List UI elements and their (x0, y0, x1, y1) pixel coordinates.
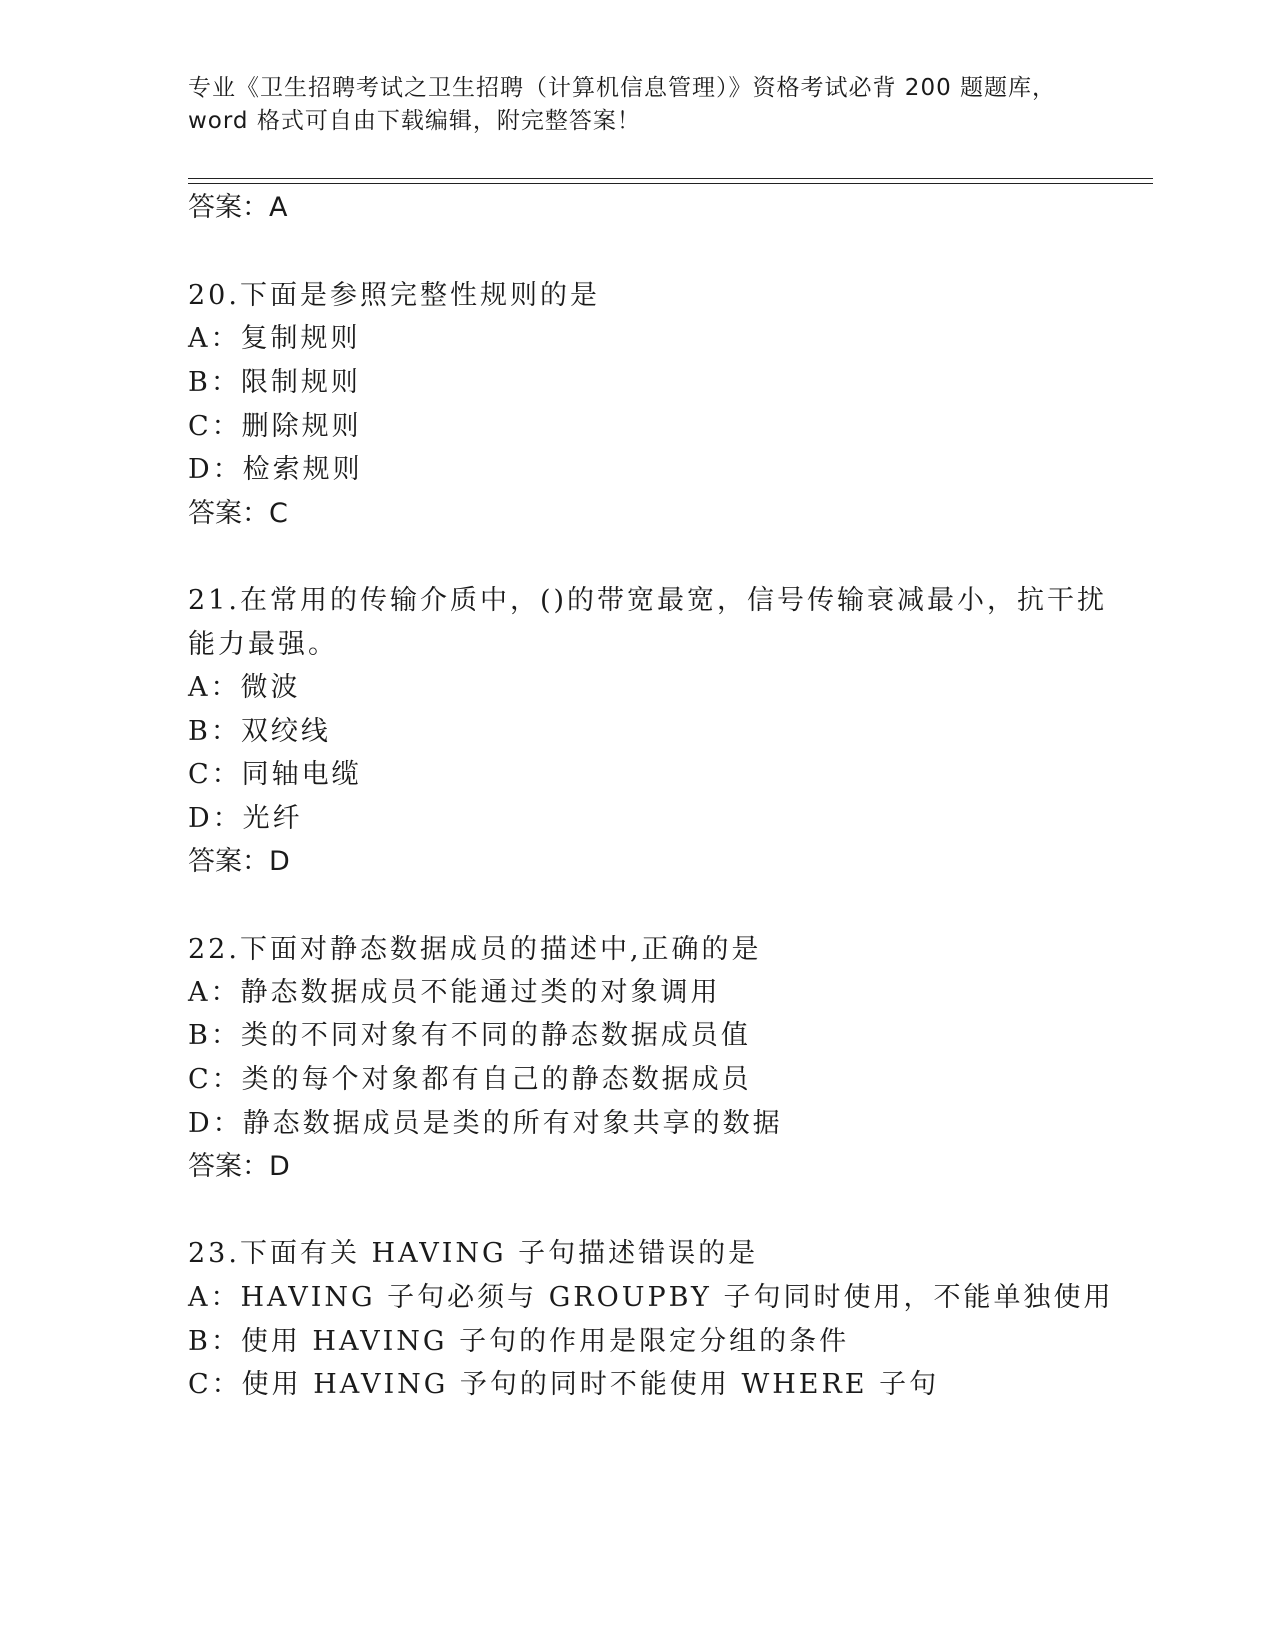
question-20-option-a: A：复制规则 (188, 323, 361, 354)
question-22-option-c: C：类的每个对象都有自己的静态数据成员 (188, 1064, 752, 1095)
question-23-option-c: C：使用 HAVING 予句的同时不能使用 WHERE 子句 (188, 1369, 940, 1400)
question-21-option-a: A：微波 (188, 672, 301, 703)
question-22-option-b: B：类的不同对象有不同的静态数据成员值 (188, 1020, 751, 1051)
question-20-option-d: D：检索规则 (188, 454, 363, 485)
question-20-stem: 20.下面是参照完整性规则的是 (188, 280, 600, 311)
question-22-option-d: D：静态数据成员是类的所有对象共享的数据 (188, 1108, 783, 1139)
document-header (188, 72, 1088, 138)
header-line-2: word 格式可自由下载编辑，附完整答案！ (188, 108, 641, 134)
question-21-option-c: C：同轴电缆 (188, 759, 362, 790)
question-23-option-b: B：使用 HAVING 子句的作用是限定分组的条件 (188, 1326, 850, 1357)
header-divider-top (188, 178, 1153, 179)
question-22-option-a: A：静态数据成员不能通过类的对象调用 (188, 977, 721, 1008)
question-21-option-d: D：光纤 (188, 803, 303, 834)
question-21-answer: 答案：D (188, 846, 290, 877)
question-22-stem: 22.下面对静态数据成员的描述中,正确的是 (188, 934, 762, 965)
question-21-stem-line-1: 21.在常用的传输介质中，()的带宽最宽，信号传输衰减最小，抗干扰 (188, 585, 1108, 616)
header-line-1: 专业《卫生招聘考试之卫生招聘（计算机信息管理）》资格考试必背 200 题题库， (188, 75, 1057, 101)
previous-answer: 答案：A (188, 192, 288, 223)
question-21-stem-line-2: 能力最强。 (188, 629, 338, 660)
question-21-option-b: B：双绞线 (188, 716, 331, 747)
question-20-answer: 答案：C (188, 498, 288, 529)
question-23-stem: 23.下面有关 HAVING 子句描述错误的是 (188, 1238, 759, 1269)
question-20-option-c: C：删除规则 (188, 411, 362, 442)
question-23-option-a: A：HAVING 子句必须与 GROUPBY 子句同时使用，不能单独使用 (188, 1282, 1114, 1313)
question-22-answer: 答案：D (188, 1151, 290, 1182)
header-divider-bottom (188, 183, 1153, 184)
question-20-option-b: B：限制规则 (188, 367, 361, 398)
